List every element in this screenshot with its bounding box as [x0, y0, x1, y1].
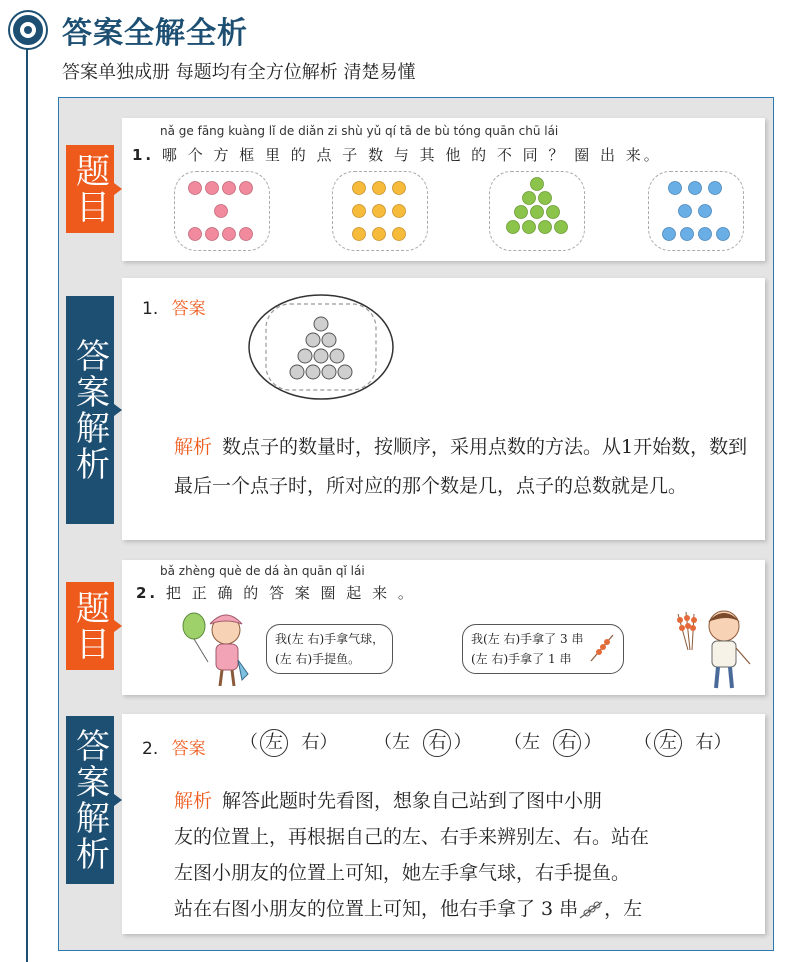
boy-with-skewers-illustration: [670, 604, 760, 694]
bubble-right-line-2: (左 右)手拿了 1 串: [471, 652, 572, 666]
a2-choice-right: 右: [423, 729, 451, 757]
a1-circled-answer: [246, 292, 396, 402]
dot-box-green[interactable]: [489, 171, 585, 251]
q2-text-line: [136, 582, 416, 603]
answer-panel-1: [122, 278, 765, 540]
q1-text: 哪 个 方 框 里 的 点 子 数 与 其 他 的 不 同 ？ 圈 出 来。: [161, 146, 662, 164]
bubble-left-line-1: 我(左 右)手拿气球，: [275, 632, 385, 646]
dot-box-yellow[interactable]: [332, 171, 428, 251]
a2-choice-4: [634, 728, 731, 757]
a2-choice-1: [240, 728, 337, 757]
a2-line-4-end: ，左: [604, 898, 643, 920]
a2-choice-open-paren: （: [240, 732, 258, 753]
dot-box-pink[interactable]: [174, 171, 270, 251]
a2-analysis-line-3: 左图小朋友的位置上可知，她左手拿气球，右手提鱼。: [174, 862, 631, 884]
green-dots: [490, 172, 584, 250]
a2-analysis-label: 解析: [174, 790, 213, 812]
a2-choice-2: [374, 728, 471, 757]
q2-text: 把 正 确 的 答 案 圈 起 来 。: [165, 584, 416, 602]
blue-dots: [649, 172, 743, 250]
pink-dots: [175, 172, 269, 250]
a2-analysis-line-2: 友的位置上，再根据自己的左、右手来辨别左、右。站在: [174, 826, 650, 848]
a2-analysis-line-4: [174, 891, 759, 927]
question-tag-2-label: 题目: [69, 590, 110, 662]
a2-choice-open-paren: （: [504, 732, 522, 753]
skewer-inline-icon: [578, 900, 604, 920]
a2-number: 2.: [142, 739, 159, 759]
q2-number: 2.: [136, 584, 159, 602]
a2-label: 答案: [171, 739, 206, 759]
a2-analysis-line-1: [174, 783, 759, 819]
a2-choice-right: 右: [301, 732, 320, 753]
bubble-left: [266, 624, 393, 674]
a2-choice-right: 右: [553, 729, 581, 757]
girl-with-balloon-illustration: [180, 608, 260, 692]
question-tag-1-label: 题目: [69, 153, 110, 225]
q1-pinyin: nǎ ge fāng kuàng lǐ de diǎn zi shù yǔ qí tā de bù tóng quān chū lái: [160, 124, 559, 138]
answer-panel-2: [122, 714, 765, 934]
a2-choice-left: 左: [654, 729, 682, 757]
a2-choice-left: 左: [260, 729, 288, 757]
a2-choice-close-paren: ）: [583, 732, 602, 753]
a2-line-4-text: 站在右图小朋友的位置上可知，他右手拿了 3 串: [174, 898, 579, 920]
yellow-dots: [333, 172, 427, 250]
answer-tag-2: [66, 716, 114, 884]
a2-choice-open-paren: （: [634, 732, 652, 753]
a2-line-1-text: 解答此题时先看图，想象自己站到了图中小朋: [222, 790, 603, 812]
a1-analysis: [174, 428, 754, 506]
bubble-right: [462, 624, 624, 674]
section-bullet-icon: [10, 12, 46, 48]
a2-choice-close-paren: ）: [319, 732, 338, 753]
a2-choice-left: 左: [392, 732, 410, 753]
bubble-right-line-1: 我(左 右)手拿了 3 串: [471, 632, 584, 646]
question-tag-1: [66, 145, 114, 233]
skewer-icon: [589, 633, 615, 663]
question-panel-2: [122, 560, 765, 695]
q2-pinyin: bǎ zhèng què de dá àn quān qǐ lái: [160, 564, 365, 578]
a2-choice-right: 右: [695, 732, 714, 753]
a1-analysis-label: 解析: [174, 436, 213, 458]
a1-heading: [142, 294, 206, 319]
question-panel-1: [122, 118, 765, 261]
a1-analysis-text: 数点子的数量时，按顺序，采用点数的方法。从1开始数，数到最后一个点子时，所对应的那个数是几，点子的总数就是几。: [174, 436, 748, 497]
a1-number: 1.: [142, 299, 159, 319]
dot-box-blue[interactable]: [648, 171, 744, 251]
q1-number: 1.: [132, 146, 155, 164]
answer-tag-2-label: 答案解析: [69, 728, 110, 872]
answer-tag-1-label: 答案解析: [69, 338, 110, 482]
page-subtitle: 答案单独成册 每题均有全方位解析 清楚易懂: [62, 62, 416, 83]
q1-text-line: [132, 144, 662, 165]
a1-label: 答案: [171, 299, 206, 319]
a2-choice-3: [504, 728, 601, 757]
a2-choice-close-paren: ）: [453, 732, 472, 753]
a2-choice-left: 左: [522, 732, 540, 753]
page-title: 答案全解全析: [62, 16, 248, 51]
bubble-left-line-2: (左 右)手提鱼。: [275, 652, 361, 666]
a2-choice-open-paren: （: [374, 732, 392, 753]
a2-choice-close-paren: ）: [713, 732, 732, 753]
a2-heading: [142, 734, 206, 759]
a2-analysis: [174, 783, 759, 927]
answer-tag-1: [66, 296, 114, 524]
timeline-line: [26, 40, 28, 962]
question-tag-2: [66, 582, 114, 670]
